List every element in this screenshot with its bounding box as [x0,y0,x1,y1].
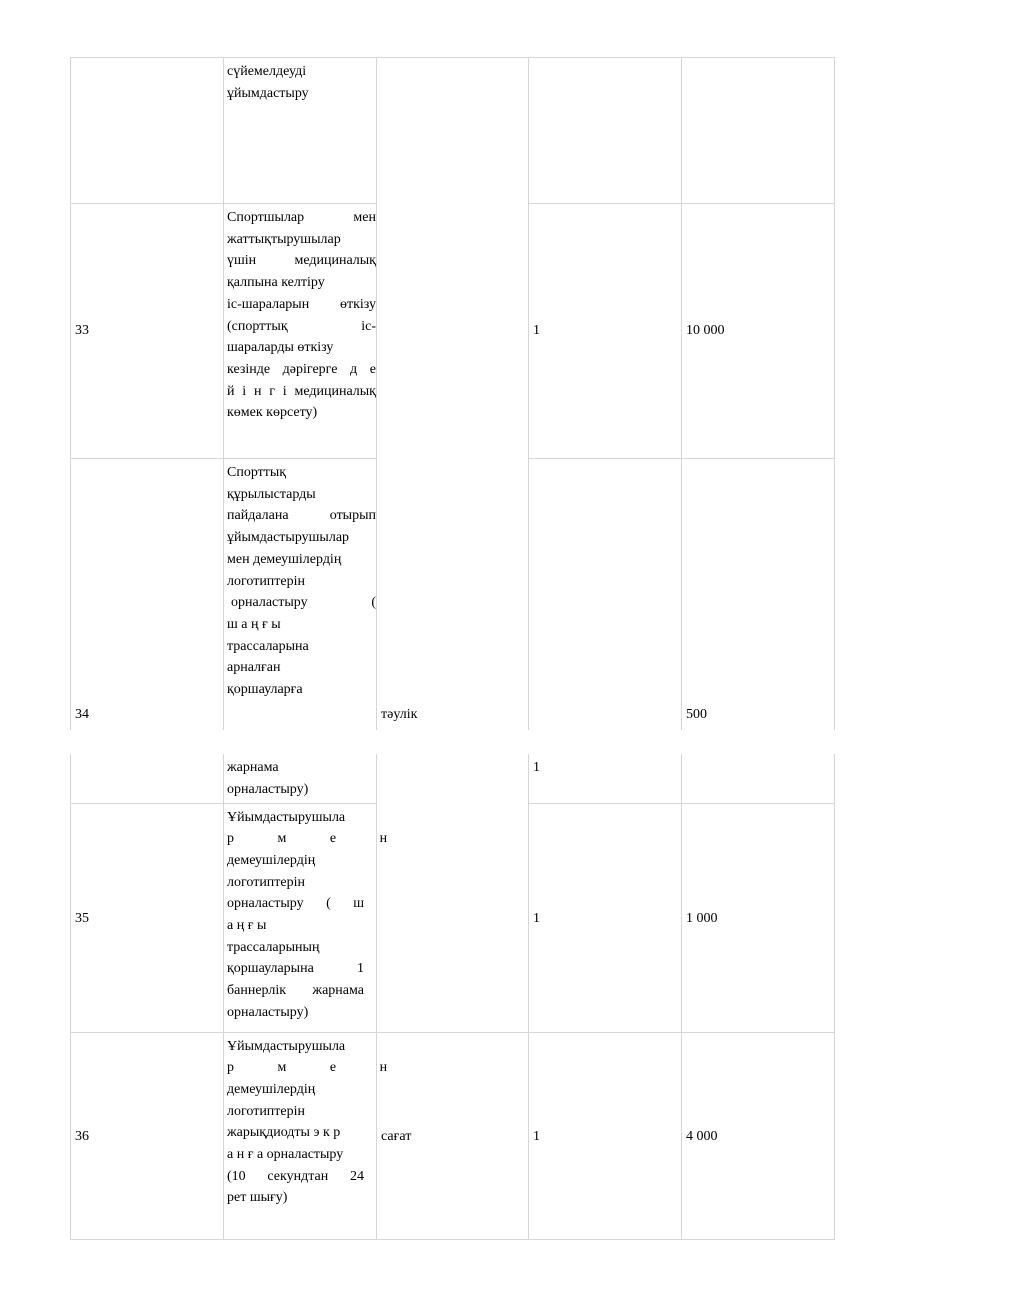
description-line: ш а ң ғ ы [227,616,281,632]
description-line: логотиптерін [227,1103,306,1119]
description-line: ұйымдастырушылар [227,530,350,546]
table-row [71,204,835,459]
number-cell [71,803,224,1032]
unit-value: тәулік [381,706,418,722]
unit-cell [377,204,529,459]
description-line: көмек көрсету) [227,405,318,421]
description-line: орналастыру ( ш [227,896,364,912]
quantity-cell [529,459,682,730]
price-value: 500 [686,707,707,722]
description-line: орналастыру ( [231,595,376,611]
description-line: Спортшылар мен [227,210,376,225]
row-number: 33 [75,323,89,338]
description-line: үшін медициналық [227,253,376,269]
description-line: й і н г і медициналық [227,383,376,399]
description-line: арналған [227,660,281,676]
price-cell [682,459,835,730]
table-row [71,803,835,1032]
number-cell [71,204,224,459]
quantity-cell [529,803,682,1032]
description-line: рет шығу) [227,1190,288,1206]
table-row [71,459,835,730]
price-cell [682,1032,835,1239]
description-line: шараларды өткізу [227,340,334,356]
row-number: 34 [75,707,89,722]
description-line: логотиптерін [227,573,306,589]
description-line: пайдалана отырып [227,508,376,524]
unit-cell [377,58,529,204]
number-cell [71,754,224,803]
description-line: трассаларының [227,939,320,955]
price-cell [682,58,835,204]
description-line: трассаларына [227,638,309,654]
row-number: 35 [75,910,89,926]
description-cell [224,1032,388,1239]
services-table-part1 [70,57,835,730]
table-row [71,1032,835,1239]
description-cell [224,803,388,1032]
description-line: мен демеушілердің [227,551,342,567]
description-line: орналастыру) [227,781,309,797]
quantity-value: 1 [533,910,540,926]
description-cell [224,459,377,730]
description-line: қоршауларына 1 [227,961,364,977]
description-line: кезінде дәрігерге д е [227,361,376,377]
price-cell [682,204,835,459]
description-line: жарнама [227,760,279,775]
description-line: демеушілердің [227,1081,316,1097]
quantity-cell [529,1032,682,1239]
table-row [71,754,835,803]
unit-cell [377,754,529,803]
description-line: жаттықтырушылар [227,231,341,247]
price-cell [682,803,835,1032]
description-line: (спорттық іс- [227,318,376,334]
description-line: баннерлік жарнама [227,983,364,999]
description-cell [224,58,377,204]
description-line: а ң ғ ы [227,918,267,934]
description-line: орналастыру) [227,1004,309,1020]
description-line: құрылыстарды [227,486,316,502]
description-line: демеушілердің [227,852,316,868]
unit-cell [377,459,529,730]
quantity-value: 1 [533,1128,540,1144]
description-line: Спорттық [227,465,287,480]
description-cell [224,754,377,803]
description-line: ұйымдастыру [227,85,309,101]
description-line: іс-шараларын өткізу [227,296,376,312]
description-line: логотиптерін [227,874,306,890]
quantity-cell [529,204,682,459]
number-cell [71,58,224,204]
description-line: р м е н [227,831,388,847]
unit-value: сағат [381,1128,412,1144]
description-line: а н ғ а орналастыру [227,1147,344,1163]
description-line: Ұйымдастырушыла [227,1038,346,1054]
quantity-cell [529,58,682,204]
description-line: қоршауларға [227,682,303,698]
number-cell [71,459,224,730]
price-value: 4 000 [686,1128,718,1144]
number-cell [71,1032,224,1239]
price-value: 10 000 [686,323,725,338]
price-cell [682,754,835,803]
services-table-part2 [70,754,835,1240]
description-line: жарықдиодты э к р [227,1125,341,1141]
unit-cell [377,1032,529,1239]
description-line: р м е н [227,1060,388,1076]
description-line: қалпына келтіру [227,275,325,291]
quantity-cell [529,754,682,803]
description-cell [224,204,377,459]
quantity-value: 1 [533,760,540,775]
description-line: сүйемелдеуді [227,64,307,79]
price-value: 1 000 [686,910,718,926]
description-line: (10 секундтан 24 [227,1168,364,1184]
description-line: Ұйымдастырушыла [227,809,346,825]
unit-cell [377,803,529,1032]
quantity-value: 1 [533,323,540,338]
row-number: 36 [75,1128,89,1144]
table-row [71,58,835,204]
